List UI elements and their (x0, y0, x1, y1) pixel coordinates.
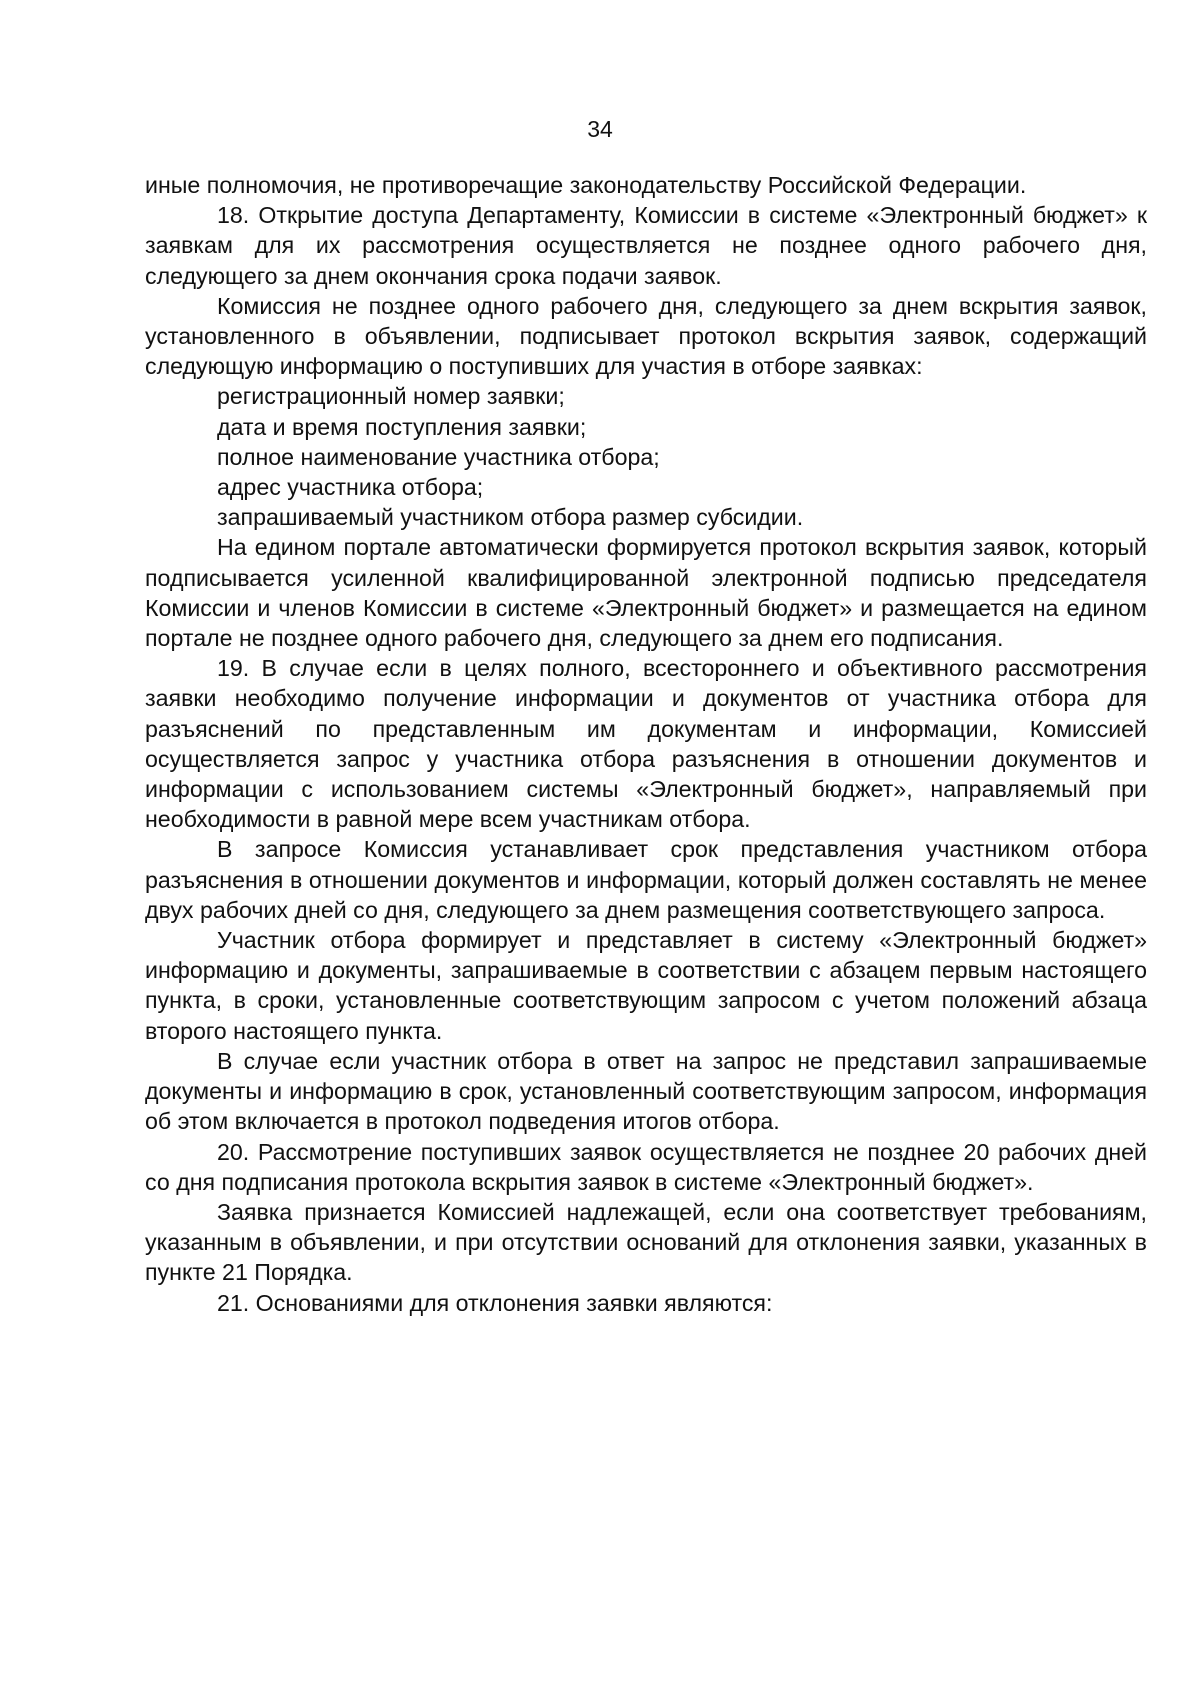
list-item: адрес участника отбора; (217, 474, 484, 501)
paragraph-item-19: 19. В случае если в целях полного, всестороннего и объективного рассмотрения заявки необходимо получение информации и документов от участника отбора для разъяснений по представленным им документам и информации, Комиссией осуществляется запрос у участника отбора разъяснения в отношении документов и информации с использованием системы «Электронный бюджет», направляемый при необходимости в равной мере всем участникам отбора. (145, 655, 1147, 833)
paragraph-item-20: 20. Рассмотрение поступивших заявок осуществляется не позднее 20 рабочих дней со дня подписания протокола вскрытия заявок в системе «Электронный бюджет». (145, 1138, 1147, 1195)
page-number: 34 (587, 116, 613, 142)
paragraph-request-deadline: В запросе Комиссия устанавливает срок представления участником отбора разъяснения в отношении документов и информации, который должен составлять не менее двух рабочих дней со дня, следующего за днем размещения соответствующего запроса. (145, 836, 1147, 923)
paragraph-proper-application: Заявка признается Комиссией надлежащей, если она соответствует требованиям, указанным в объявлении, и при отсутствии оснований для отклонения заявки, указанных в пункте 21 Порядка. (145, 1198, 1147, 1286)
list-item: запрашиваемый участником отбора размер субсидии. (217, 504, 804, 531)
paragraph-missing-documents: В случае если участник отбора в ответ на запрос не представил запрашиваемые документы и информацию в срок, установленный соответствующим запросом, информация об этом включается в протокол подведения итогов отбора. (145, 1047, 1147, 1135)
list-item: регистрационный номер заявки; (217, 383, 565, 410)
list-item: дата и время поступления заявки; (217, 413, 587, 440)
paragraph-participant-submission: Участник отбора формирует и представляет в систему «Электронный бюджет» информацию и документы, запрашиваемые в соответствии с абзацем первым настоящего пункта, в сроки, установленные соответствующим запросом с учетом положений абзаца второго настоящего пункта. (145, 927, 1147, 1044)
paragraph-portal-protocol: На едином портале автоматически формируется протокол вскрытия заявок, который подписывается усиленной квалифицированной электронной подписью председателя Комиссии и членов Комиссии в системе «Электронный бюджет» и размещается на едином портале не позднее одного рабочего дня, следующего за днем его подписания. (145, 534, 1147, 652)
document-body (145, 170, 1147, 1318)
paragraph-item-18: 18. Открытие доступа Департаменту, Комиссии в системе «Электронный бюджет» к заявкам для их рассмотрения осуществляется не позднее одного рабочего дня, следующего за днем окончания срока подачи заявок. (145, 202, 1147, 289)
paragraph-continuation: иные полномочия, не противоречащие законодательству Российской Федерации. (145, 172, 1027, 198)
paragraph-commission-opening: Комиссия не позднее одного рабочего дня, следующего за днем вскрытия заявок, установленного в объявлении, подписывает протокол вскрытия заявок, содержащий следующую информацию о поступивших для участия в отборе заявках: (145, 292, 1147, 380)
list-item: полное наименование участника отбора; (217, 443, 660, 470)
paragraph-item-21: 21. Основаниями для отклонения заявки являются: (217, 1289, 773, 1316)
